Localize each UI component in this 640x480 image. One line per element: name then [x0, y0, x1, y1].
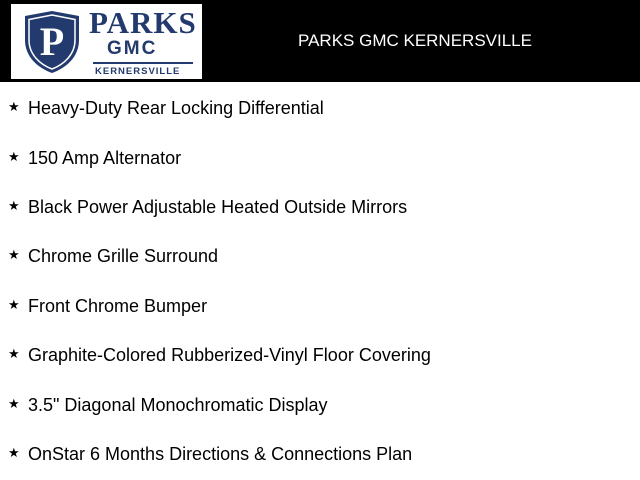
star-icon: ★: [8, 445, 20, 460]
list-item: [0, 96, 640, 120]
feature-text: 150 Amp Alternator: [28, 148, 182, 168]
shield-p-icon: [23, 10, 81, 74]
logo-make-text: GMC: [107, 38, 158, 59]
header-bar: [0, 0, 640, 82]
list-item: [0, 393, 640, 417]
feature-text: Black Power Adjustable Heated Outside Mirrors: [28, 197, 408, 217]
shield-letter: P: [39, 19, 65, 64]
list-item: [0, 244, 640, 268]
list-item: [0, 442, 640, 466]
feature-text: Graphite-Colored Rubberized-Vinyl Floor Covering: [28, 345, 431, 365]
star-icon: ★: [8, 247, 20, 262]
feature-text: Heavy-Duty Rear Locking Differential: [28, 98, 324, 118]
feature-text: OnStar 6 Months Directions & Connections Plan: [28, 444, 413, 464]
feature-text: Front Chrome Bumper: [28, 296, 208, 316]
star-icon: ★: [8, 297, 20, 312]
logo-location-text: KERNERSVILLE: [95, 66, 181, 77]
logo-divider: [93, 62, 193, 64]
star-icon: ★: [8, 99, 20, 114]
list-item: [0, 343, 640, 367]
star-icon: ★: [8, 198, 20, 213]
star-icon: ★: [8, 149, 20, 164]
star-icon: ★: [8, 396, 20, 411]
dealer-name-title: PARKS GMC KERNERSVILLE: [298, 31, 532, 50]
dealer-logo[interactable]: [11, 4, 202, 79]
feature-text: 3.5" Diagonal Monochromatic Display: [28, 395, 328, 415]
list-item: [0, 195, 640, 219]
feature-text: Chrome Grille Surround: [28, 246, 219, 266]
logo-brand-text: PARKS: [89, 5, 197, 40]
star-icon: ★: [8, 346, 20, 361]
list-item: [0, 146, 640, 170]
list-item: [0, 294, 640, 318]
